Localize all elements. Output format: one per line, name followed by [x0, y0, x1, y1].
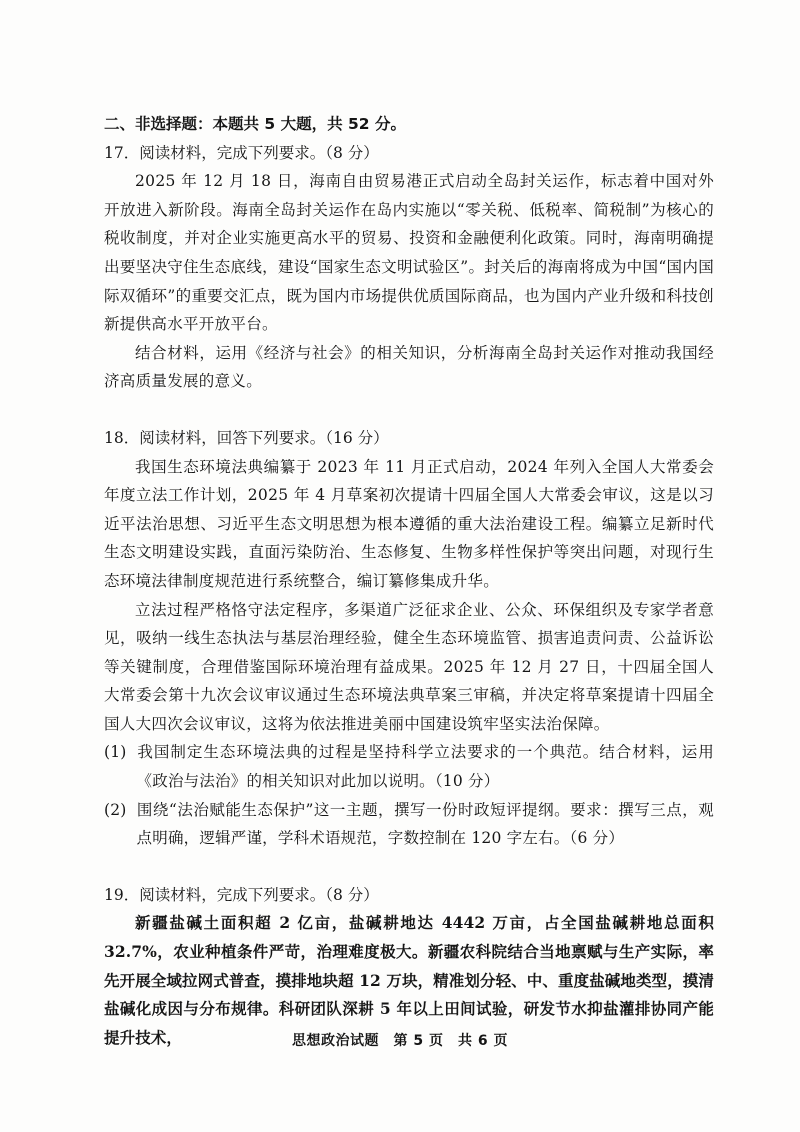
page-content	[104, 110, 714, 1052]
question-18-material-2: 立法过程严格恪守法定程序，多渠道广泛征求企业、公众、环保组织及专家学者意见，吸纳一线生态执法与基层治理经验，健全生态环境监管、损害追责问责、公益诉讼等关键制度，合理借鉴国际环境治理有益成果。2025 年 12 月 27 日，十四届全国人大常委会第十九次会议审议通过生态环境法典草案三审稿，并决定将草案提请十四届全国人大四次会议审议，这将为依法推进美丽中国建设筑牢坚实法治保障。	[104, 600, 714, 733]
question-18-sub-1	[104, 738, 714, 795]
question-18-material-1: 我国生态环境法典编纂于 2023 年 11 月正式启动，2024 年列入全国人大常委会年度立法工作计划，2025 年 4 月草案初次提请十四届全国人大常委会审议，这是以习近平法治思想、习近平生态文明思想为根本遵循的重大法治建设工程。编纂立足新时代生态文明建设实践，直面污染防治、生态修复、生物多样性保护等突出问题，对现行生态环境法律制度规范进行系统整合，编订纂修集成升华。	[104, 457, 714, 590]
sub-item-number: (2)	[104, 800, 127, 819]
page-footer: 思想政治试题 第 5 页 共 6 页	[292, 1033, 508, 1049]
question-18-sub-2	[104, 796, 714, 853]
spacer	[104, 853, 714, 881]
question-19-material: 新疆盐碱土面积超 2 亿亩，盐碱耕地达 4442 万亩，占全国盐碱耕地总面积 32.7%，农业种植条件严苛，治理难度极大。新疆农科院结合当地禀赋与生产实际，率先开展全域拉网式普查，摸排地块超 12 万块，精准划分轻、中、重度盐碱地类型，摸清盐碱化成因与分布规律。科研团队深耕 5 年以上田间试验，研发节水抑盐灌排协同产能提升技术，	[104, 913, 714, 1047]
question-17-title: 17．阅读材料，完成下列要求。（8 分）	[104, 143, 379, 162]
question-19-title: 19．阅读材料，完成下列要求。（8 分）	[104, 885, 379, 904]
sub-item-text: 我国制定生态环境法典的过程是坚持科学立法要求的一个典范。结合材料，运用《政治与法治》的相关知识对此加以说明。（10 分）	[136, 743, 714, 791]
spacer	[104, 396, 714, 424]
question-17-task: 结合材料，运用《经济与社会》的相关知识，分析海南全岛封关运作对推动我国经济高质量发展的意义。	[104, 343, 714, 391]
section-heading: 二、非选择题：本题共 5 大题，共 52 分。	[104, 115, 406, 133]
sub-item-number: (1)	[104, 743, 127, 762]
sub-item-text: 围绕“法治赋能生态保护”这一主题，撰写一份时政短评提纲。要求：撰写三点，观点明确，逻辑严谨，学科术语规范，字数控制在 120 字左右。（6 分）	[136, 800, 714, 848]
question-18-title: 18．阅读材料，回答下列要求。（16 分）	[104, 428, 389, 447]
question-17-material: 2025 年 12 月 18 日，海南自由贸易港正式启动全岛封关运作，标志着中国对外开放进入新阶段。海南全岛封关运作在岛内实施以“零关税、低税率、简税制”为核心的税收制度，并对企业实施更高水平的贸易、投资和金融便利化政策。同时，海南明确提出要坚决守住生态底线，建设“国家生态文明试验区”。封关后的海南将成为中国“国内国际双循环”的重要交汇点，既为国内市场提供优质国际商品，也为国内产业升级和科技创新提供高水平开放平台。	[104, 172, 714, 334]
